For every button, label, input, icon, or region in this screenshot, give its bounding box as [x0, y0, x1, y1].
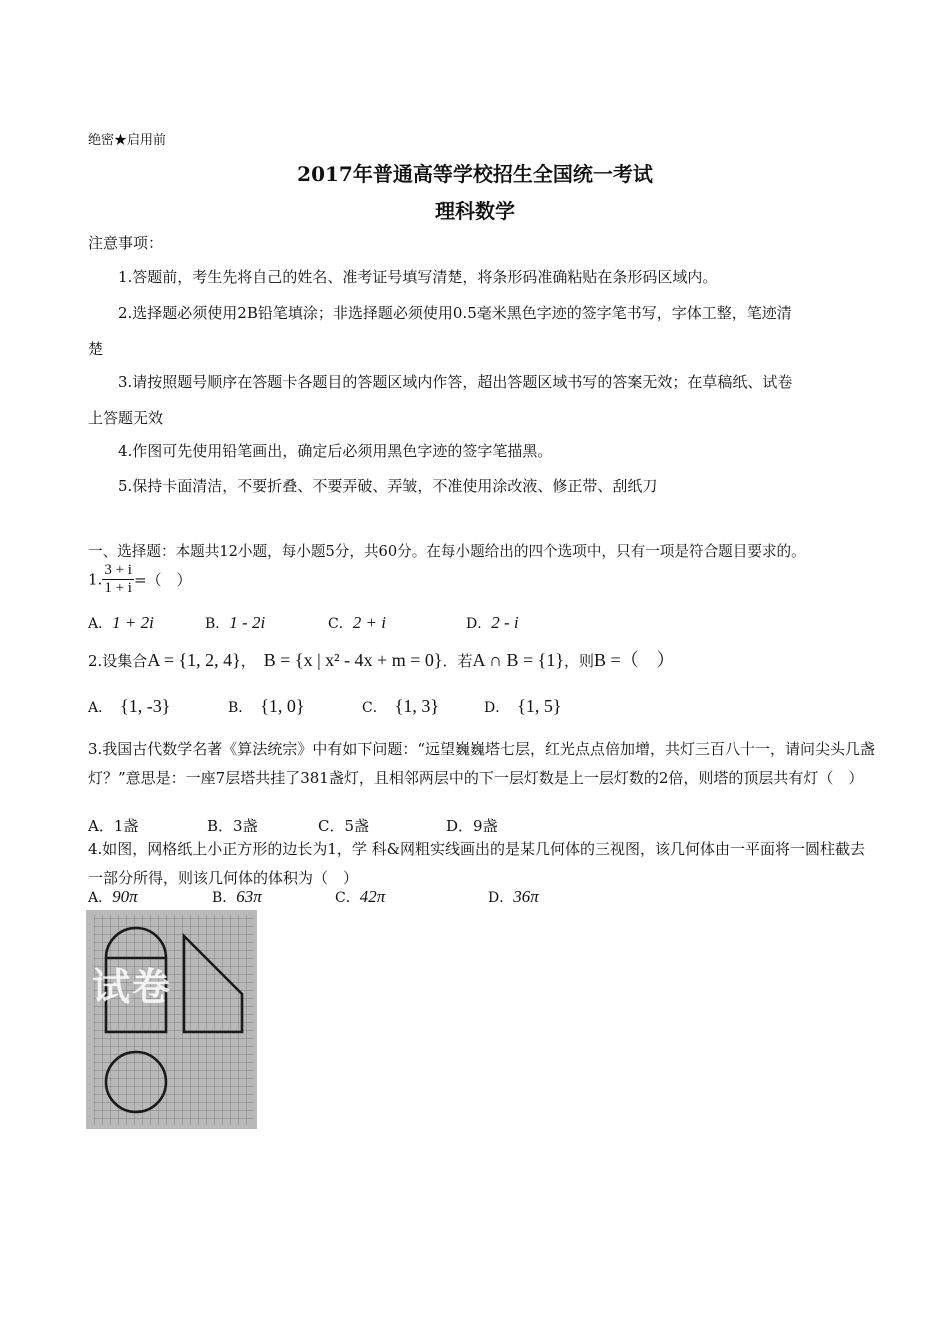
- option-b[interactable]: [207, 815, 258, 836]
- option-a[interactable]: [88, 613, 154, 633]
- notice-item: 3.请按照题号顺序在答题卡各题目的答题区域内作答，超出答题区域书写的答案无效；在草稿纸、试卷: [118, 373, 793, 391]
- notice-item: 楚: [88, 340, 104, 358]
- option-d[interactable]: [466, 613, 519, 633]
- condition: A ∩ B = {1}: [472, 650, 564, 670]
- option-value: 9盏: [473, 817, 498, 835]
- separator: ，则: [563, 652, 594, 670]
- option-value: 42π: [359, 887, 386, 906]
- option-label: A．: [88, 700, 113, 716]
- notice-item: 2.选择题必须使用2B铅笔填涂；非选择题必须使用0.5毫米黑色字迹的签字笔书写，字体工整，笔迹清: [118, 304, 792, 322]
- option-label: A．: [88, 817, 114, 835]
- secret-mark: 绝密★启用前: [88, 133, 167, 148]
- option-label: D．: [488, 890, 514, 906]
- option-label: D．: [466, 616, 492, 632]
- fraction-denominator: 1 + i: [104, 580, 132, 596]
- question-number: 1.: [88, 570, 103, 589]
- option-label: C．: [318, 817, 345, 835]
- option-d[interactable]: [446, 815, 498, 836]
- question-3: 3.我国古代数学名著《算法统宗》中有如下问题：“远望巍巍塔七层，红光点点倍加增，共灯三百八十一，请问尖头几盏灯？”意思是：一座7层塔共挂了381盏灯，且相邻两层中的下一层灯数是上一层灯数的2倍，则塔的顶层共有灯（ ）: [88, 740, 875, 787]
- option-b[interactable]: [228, 696, 305, 717]
- option-label: B．: [205, 616, 230, 632]
- option-value: 2 - i: [491, 613, 519, 632]
- section-heading: 一、选择题：本题共12小题，每小题5分，共60分。在每小题给出的四个选项中，只有一项是符合题目要求的。: [88, 543, 806, 560]
- exam-title: 2017年普通高等学校招生全国统一考试: [297, 162, 653, 186]
- option-label: A．: [88, 890, 113, 906]
- set-b: B = {x | x² - 4x + m = 0}: [263, 650, 443, 670]
- option-value: 63π: [236, 887, 262, 906]
- option-c[interactable]: [328, 613, 386, 633]
- option-c[interactable]: [362, 696, 439, 717]
- fraction-numerator: 3 + i: [104, 562, 132, 578]
- notice-item: 1.答题前，考生先将自己的姓名、准考证号填写清楚，将条形码准确粘贴在条形码区域内。: [118, 268, 718, 286]
- question-tail: =（ ）: [133, 571, 192, 589]
- watermark-text: 试卷: [92, 965, 173, 1009]
- option-value: 1 - 2i: [229, 613, 266, 632]
- option-value: {1, -3}: [120, 696, 171, 716]
- option-label: A．: [88, 616, 113, 632]
- notice-heading: 注意事项：: [88, 234, 164, 252]
- option-d[interactable]: [488, 887, 539, 907]
- option-label: B．: [228, 700, 253, 716]
- option-label: B．: [212, 890, 237, 906]
- question-2: [88, 646, 675, 672]
- option-value: 1盏: [113, 817, 139, 835]
- question-4: 4.如图，网格纸上小正方形的边长为1，学 科&网粗实线画出的是某几何体的三视图，该几何体由一平面将一圆柱截去一部分所得，则该几何体的体积为（ ）: [88, 840, 865, 887]
- option-value: 36π: [513, 887, 539, 906]
- option-a[interactable]: [88, 815, 138, 836]
- question-prefix: 2.设集合: [88, 652, 148, 670]
- notice-item: 5.保持卡面清洁，不要折叠、不要弄破、弄皱，不准使用涂改液、修正带、刮纸刀: [118, 477, 658, 495]
- question-ask: B =（ ）: [593, 650, 675, 670]
- option-label: B．: [207, 817, 234, 835]
- option-value: 90π: [112, 887, 138, 906]
- option-value: {1, 0}: [260, 696, 305, 716]
- option-c[interactable]: [335, 887, 385, 907]
- option-value: 1 + 2i: [112, 613, 154, 632]
- option-c[interactable]: [318, 815, 369, 836]
- option-a[interactable]: [88, 696, 170, 717]
- option-b[interactable]: [205, 613, 265, 633]
- option-value: 3盏: [233, 817, 258, 835]
- option-a[interactable]: [88, 887, 138, 907]
- option-value: {1, 3}: [394, 696, 439, 716]
- option-label: C．: [328, 616, 353, 632]
- option-label: D．: [446, 817, 474, 835]
- notice-item: 上答题无效: [88, 409, 164, 427]
- option-b[interactable]: [212, 887, 262, 907]
- exam-subtitle: 理科数学: [435, 199, 515, 223]
- separator: ．若: [442, 652, 473, 670]
- question-1: [88, 562, 192, 597]
- option-value: 5盏: [344, 817, 370, 835]
- option-label: D．: [484, 700, 510, 716]
- three-view-drawing: [86, 910, 257, 1129]
- option-label: C．: [362, 700, 387, 716]
- notice-item: 4.作图可先使用铅笔画出，确定后必须用黑色字迹的签字笔描黑。: [118, 442, 553, 460]
- option-label: C．: [335, 890, 360, 906]
- three-view-figure: [86, 910, 257, 1129]
- fraction: [102, 562, 134, 597]
- option-value: 2 + i: [352, 613, 386, 632]
- option-value: {1, 5}: [517, 696, 562, 716]
- set-a: A = {1, 2, 4}: [147, 650, 241, 670]
- option-d[interactable]: [484, 696, 562, 717]
- separator: ，: [240, 652, 256, 670]
